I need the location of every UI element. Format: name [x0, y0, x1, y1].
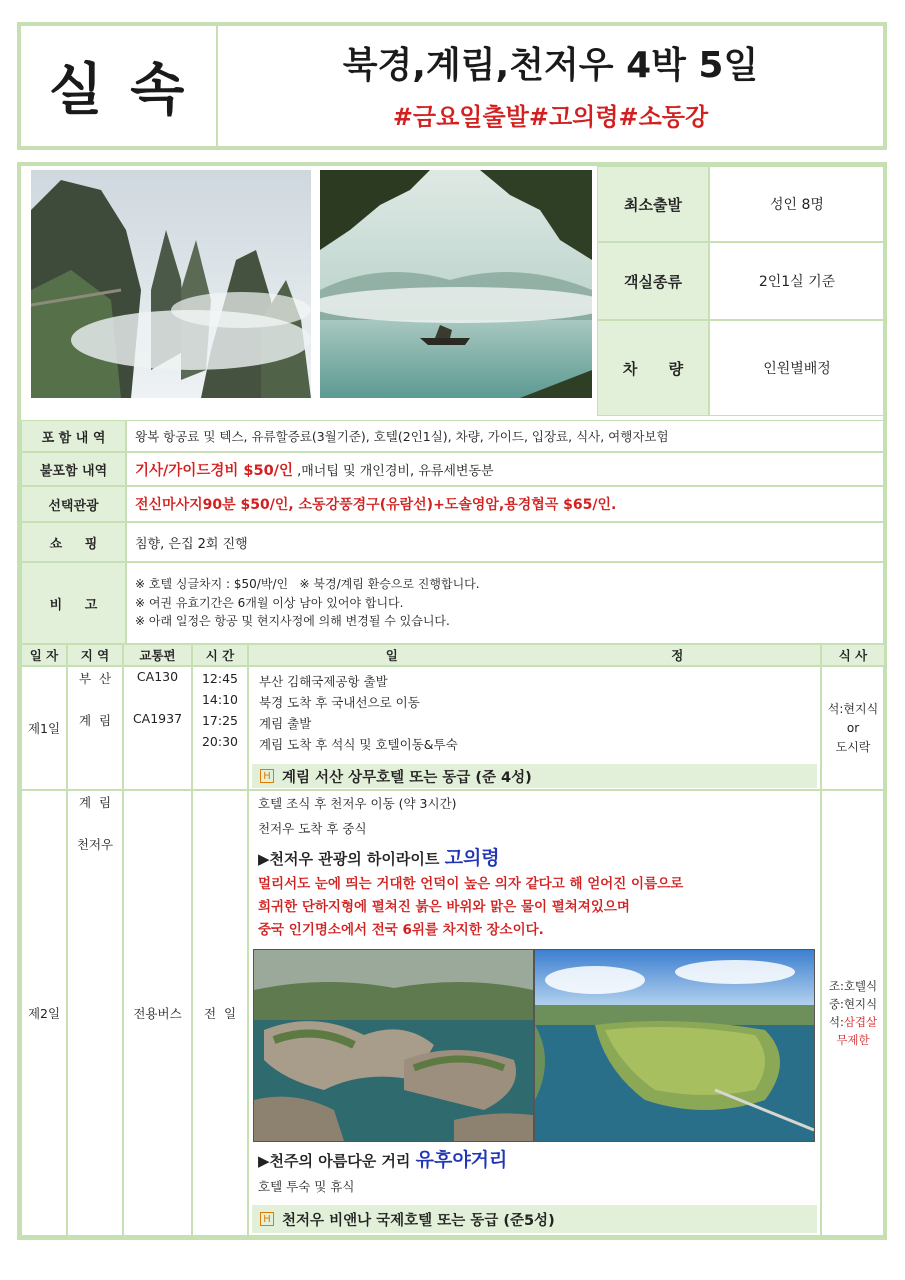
- include-label-text: 포 함 내 역: [41, 430, 106, 446]
- day1-line-1: 부산 김해국제공항 출발: [259, 674, 388, 689]
- day2-desc: [258, 873, 683, 942]
- day2-meal-1: 조:호텔식: [828, 979, 878, 993]
- option-label-text: 선택관광: [48, 498, 99, 514]
- day1-flight-1: CA130: [136, 669, 179, 684]
- day2-transport-text: 전용버스: [133, 1006, 182, 1021]
- sched-h-time-text: 시 간: [205, 648, 235, 663]
- day1-hotel: [252, 764, 817, 788]
- day1-time-3: 17:25: [201, 713, 239, 728]
- day2-rest: 호텔 투숙 및 휴식: [258, 1179, 355, 1194]
- exclude-label-text: 불포함 내역: [39, 463, 108, 479]
- day1-time-2: 14:10: [201, 692, 239, 707]
- desc-line-3: 중국 인기명소에서 전국 6위를 차지한 장소이다.: [258, 922, 544, 938]
- photo-lake: [320, 170, 592, 398]
- day1-time-4: 20:30: [201, 734, 239, 749]
- note-line-3: ※ 아래 일정은 항공 및 현지사정에 의해 변경될 수 있습니다.: [135, 614, 450, 629]
- option-value-text: 전신마사지90분 $50/인, 소동강풍경구(유람선)+도솔영암,용경협곡 $65/인.: [135, 497, 617, 513]
- note-label: [21, 562, 126, 644]
- day2-region-2: 천저우: [76, 837, 114, 852]
- day1-meal-1: 석:현지식: [827, 701, 879, 716]
- include-label: [21, 420, 126, 452]
- sched-h-day: [21, 644, 67, 666]
- sched-h-meal: [821, 644, 885, 666]
- info-label-vehicle: [597, 320, 709, 416]
- hotel-icon: H: [260, 1212, 274, 1226]
- min-departure-value: 성인 8명: [770, 197, 824, 213]
- vehicle-label: 차 량: [622, 359, 684, 378]
- sched-h-region-text: 지 역: [80, 648, 110, 663]
- day2-highlight: [258, 843, 500, 870]
- day1-meal: [821, 666, 885, 790]
- hotel-icon: H: [260, 769, 274, 783]
- min-departure-label: 최소출발: [624, 195, 682, 214]
- day2-meal-3: [822, 1013, 884, 1031]
- note-line-1: ※ 호텔 싱글차지 : $50/박/인 ※ 북경/계림 환승으로 진행합니다.: [135, 577, 480, 592]
- day1-meal-2: or: [846, 720, 860, 735]
- cliffs-image: [254, 950, 533, 1141]
- street-prefix: ▶천주의 아름다운 거리: [258, 1152, 416, 1170]
- day1-region-2: 계 림: [78, 713, 112, 728]
- info-label-min: [597, 166, 709, 242]
- shopping-value: [126, 522, 885, 562]
- hashtags: #금요일출발#고의령#소동강: [392, 102, 709, 131]
- vehicle-value: 인원별배정: [763, 361, 831, 377]
- badge-text: 실 속: [48, 58, 189, 123]
- day1-region-1: 부 산: [78, 671, 112, 686]
- day1-meal-3: 도시락: [835, 739, 871, 754]
- sched-h-itinerary: [248, 644, 821, 666]
- info-value-vehicle: [709, 320, 885, 416]
- day1-label: 제1일: [27, 721, 61, 736]
- note-value: [126, 562, 885, 644]
- option-value: [126, 486, 885, 522]
- day2-meal-4: 무제한: [836, 1033, 870, 1047]
- info-value-room: [709, 242, 885, 320]
- day2-transport: [123, 790, 192, 1236]
- info-value-min: [709, 166, 885, 242]
- day2-region-1: 계 림: [78, 795, 112, 810]
- exclude-value-red: 기사/가이드경비 $50/인: [135, 462, 293, 479]
- desc-line-1: 멀리서도 눈에 띄는 거대한 언덕이 높은 의자 같다고 해 얻어진 이름으로: [258, 876, 684, 892]
- note-line-2: ※ 여권 유효기간은 6개월 이상 남아 있어야 합니다.: [135, 595, 404, 610]
- photo-mountain: [31, 170, 311, 398]
- day1-hotel-text: 계림 서산 상무호텔 또는 동급 (준 4성): [282, 769, 532, 786]
- lake-aerial-image: [535, 950, 814, 1141]
- day1-line-2: 북경 도착 후 국내선으로 이동: [259, 695, 420, 710]
- shopping-value-text: 침향, 은집 2회 진행: [135, 536, 248, 552]
- day2-meal-3-prefix: 석:: [828, 1015, 844, 1029]
- day2-line-2: 천저우 도착 후 중식: [258, 821, 367, 836]
- photo-gouyiling-1: [253, 949, 534, 1142]
- desc-line-2: 희귀한 단하지형에 펼쳐진 붉은 바위와 맑은 물이 펼쳐져있으며: [258, 899, 630, 915]
- day2-time-text: 전 일: [203, 1006, 237, 1021]
- sched-h-itin-b: 정: [671, 648, 684, 663]
- sched-h-itin-a: 일: [385, 648, 398, 663]
- day1-line-3: 계림 출발: [259, 716, 312, 731]
- day1-transport: [123, 666, 192, 790]
- sched-h-transport: [123, 644, 192, 666]
- highlight-name: 고의령: [444, 847, 500, 869]
- room-type-label: 객실종류: [624, 272, 682, 291]
- sched-h-transport-text: 교통편: [139, 648, 176, 663]
- day2-meal-3-red: 삼겹살: [843, 1015, 878, 1029]
- day2-label: 제2일: [27, 1006, 61, 1021]
- day2-hotel: [252, 1205, 817, 1233]
- day2-hotel-text: 천저우 비앤나 국제호텔 또는 동급 (준5성): [282, 1212, 555, 1229]
- exclude-label: [21, 452, 126, 486]
- day2-day: [21, 790, 67, 1236]
- day1-region: [67, 666, 123, 790]
- shopping-label-text: 쇼 핑: [49, 536, 98, 552]
- sched-h-time: [192, 644, 248, 666]
- day2-line-1: 호텔 조식 후 천저우 이동 (약 3시간): [258, 796, 457, 811]
- sched-h-day-text: 일 자: [29, 648, 59, 663]
- mountain-image: [31, 170, 311, 398]
- header-badge: [21, 26, 216, 146]
- option-label: [21, 486, 126, 522]
- highlight-prefix: ▶천저우 관광의 하이라이트: [258, 850, 445, 868]
- note-label-text: 비 고: [49, 597, 98, 613]
- shopping-label: [21, 522, 126, 562]
- day2-region: [67, 790, 123, 1236]
- include-value-text: 왕복 항공료 및 텍스, 유류할증료(3월기준), 호텔(2인1실), 차량, 가이드, 입장료, 식사, 여행자보험: [135, 429, 669, 444]
- photo-gouyiling-2: [534, 949, 815, 1142]
- day2-meal: [821, 790, 885, 1236]
- day1-flight-2: CA1937: [132, 711, 183, 726]
- header-hashtags: [218, 92, 883, 136]
- day2-meal-2: 중:현지식: [828, 997, 878, 1011]
- exclude-value-text: ,매너팁 및 개인경비, 유류세변동분: [292, 463, 494, 479]
- header-title: [218, 32, 883, 92]
- day2-street: [258, 1145, 507, 1172]
- lake-image: [320, 170, 592, 398]
- exclude-value: [126, 452, 885, 486]
- page-title: 북경,계림,천저우 4박 5일: [342, 44, 759, 86]
- day1-line-4: 계림 도착 후 석식 및 호텔이동&투숙: [259, 737, 458, 752]
- sched-h-region: [67, 644, 123, 666]
- include-value: [126, 420, 885, 452]
- room-type-value: 2인1실 기준: [758, 274, 836, 290]
- sched-h-meal-text: 식 사: [838, 648, 868, 663]
- day1-times: [192, 666, 248, 790]
- street-name: 유후야거리: [415, 1149, 508, 1171]
- day1-time-1: 12:45: [201, 671, 239, 686]
- day1-day: [21, 666, 67, 790]
- info-label-room: [597, 242, 709, 320]
- day2-time: [192, 790, 248, 1236]
